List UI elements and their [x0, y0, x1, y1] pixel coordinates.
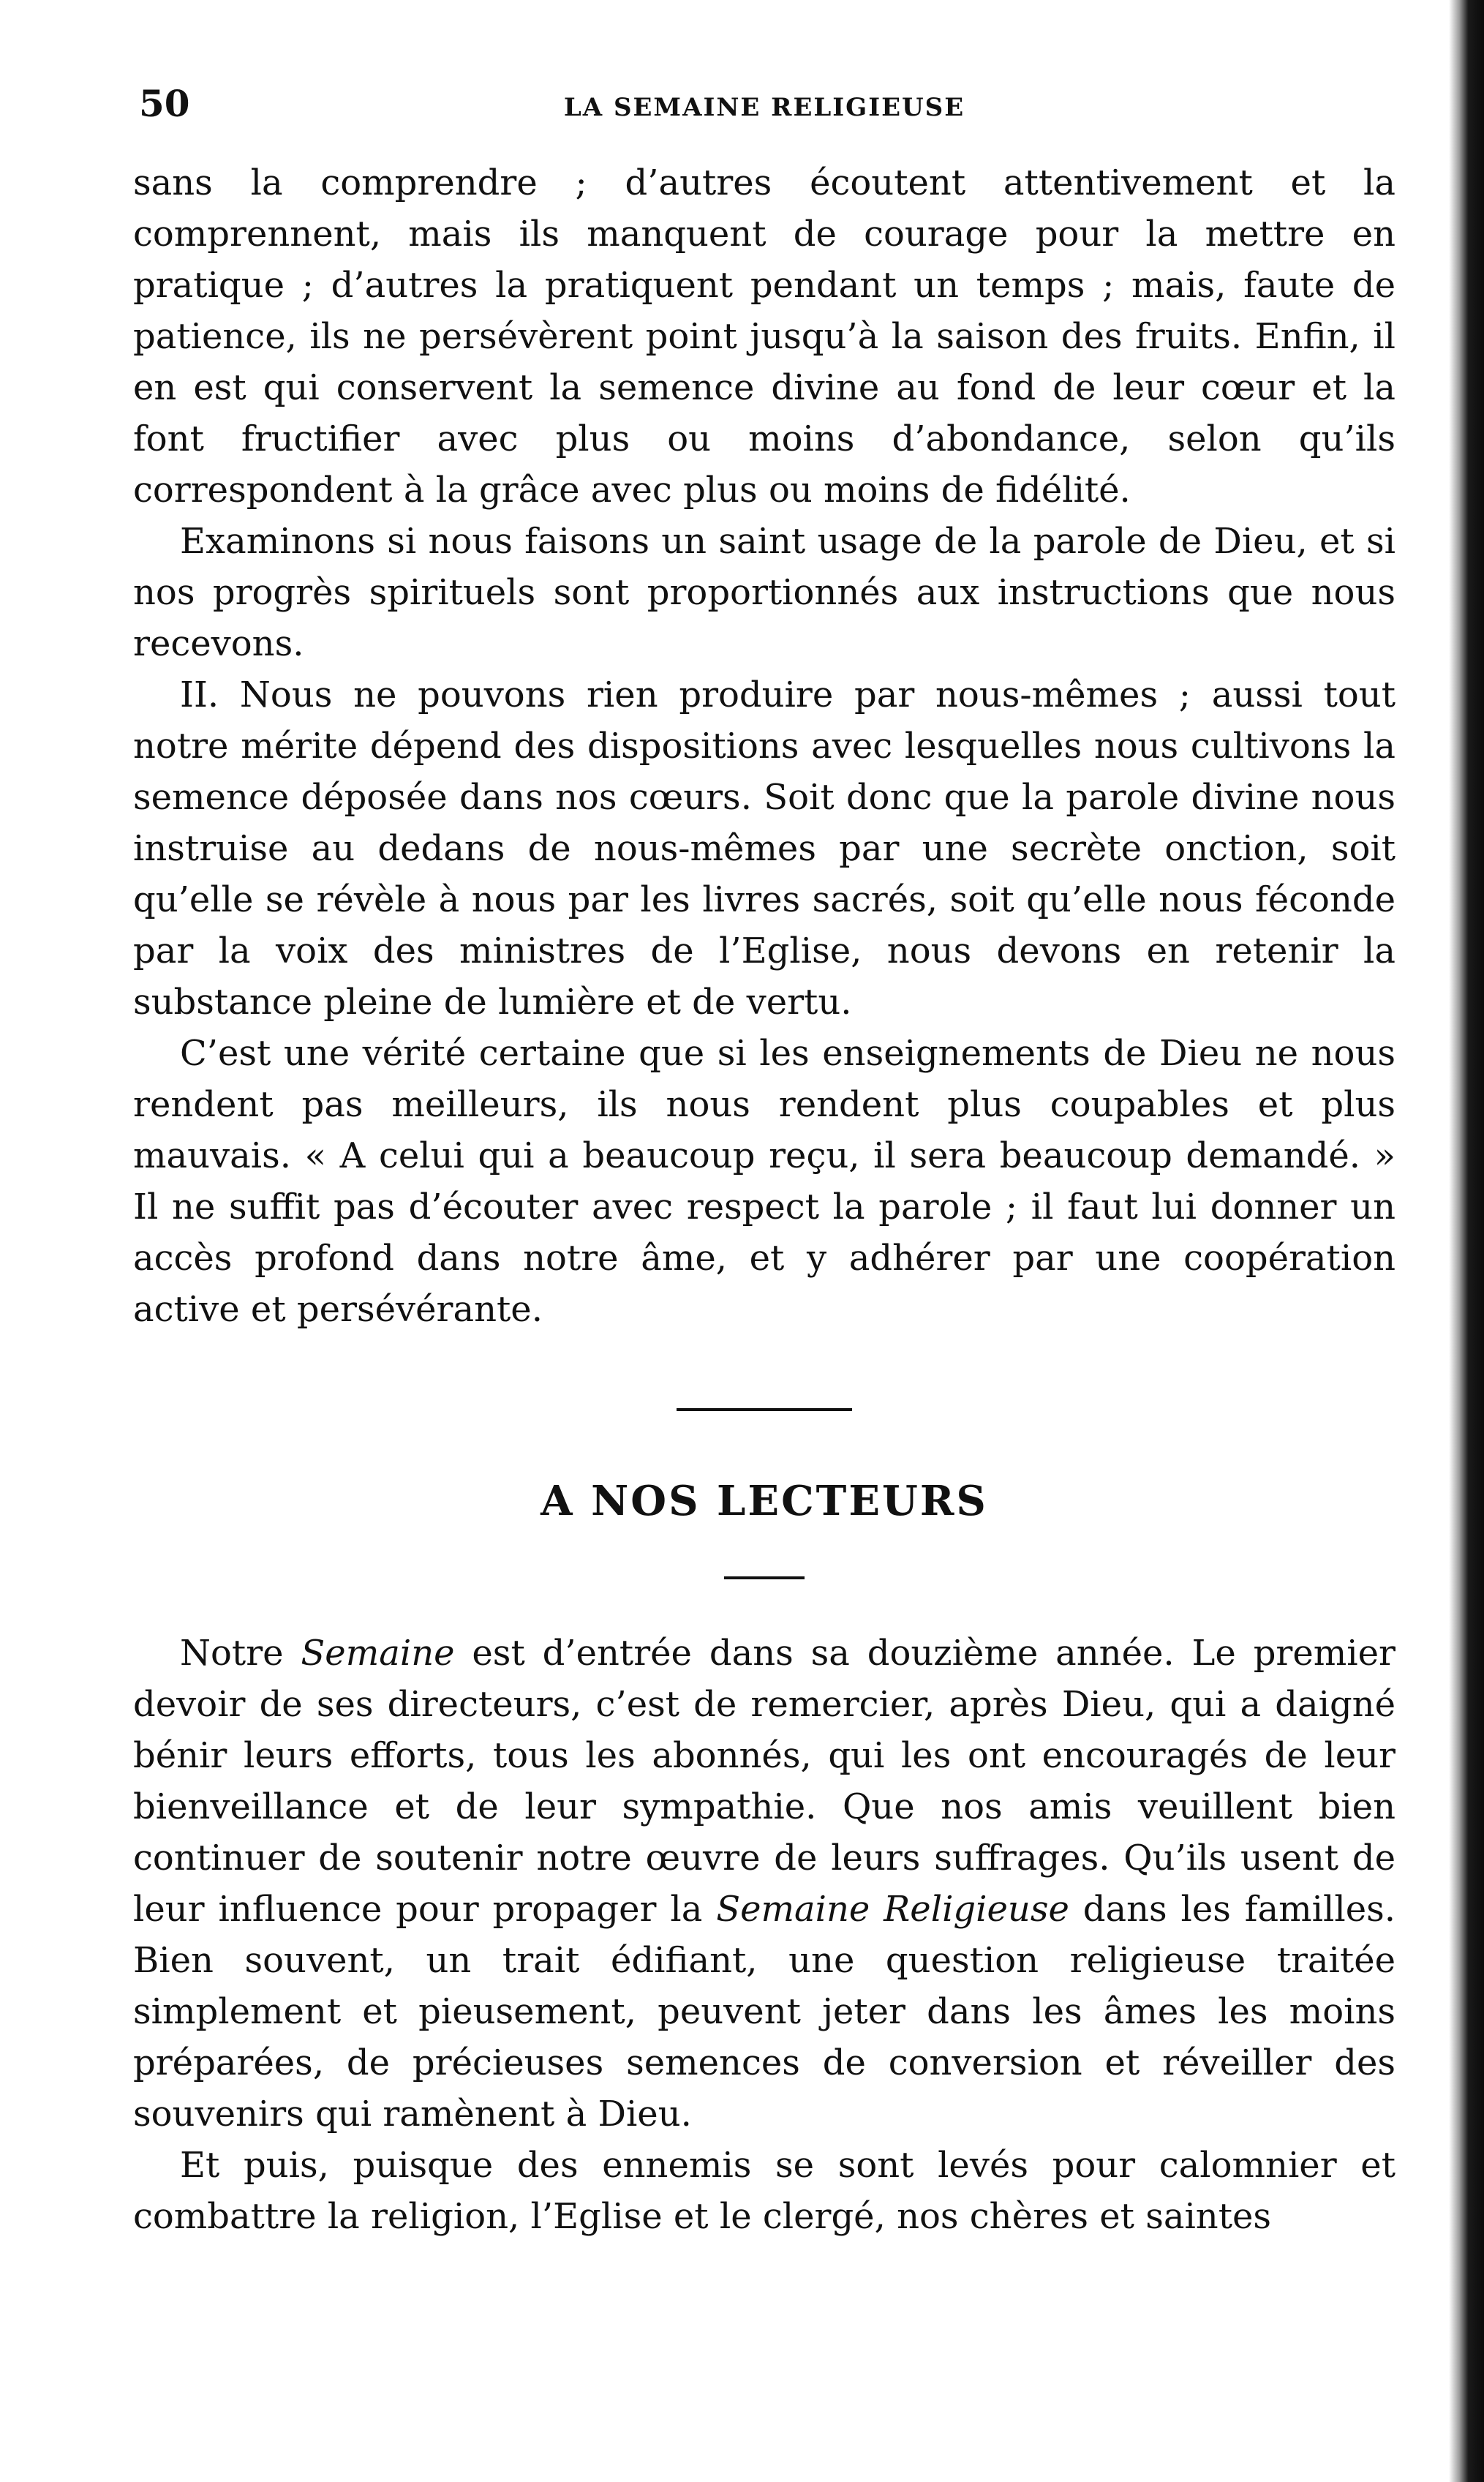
section-title: A NOS LECTEURS: [541, 1477, 988, 1525]
text-run: dans les familles. Bien souvent, un trait édifiant, une question religieuse traitée simplement et pieusement, peuvent jeter dans les âmes les moins préparées, de précieuses semences de conversion et réveiller des souvenirs qui ramènent à Dieu.: [133, 1889, 1396, 2135]
paragraph: Examinons si nous faisons un saint usage de la parole de Dieu, et si nos progrès spirituels sont proportionnés aux instructions que nous recevons.: [133, 521, 1396, 664]
paragraph: II. Nous ne pouvons rien produire par nous-mêmes ; aussi tout notre mérite dépend des dispositions avec lesquelles nous cultivons la semence déposée dans nos cœurs. Soit donc que la parole divine nous instruise au dedans de nous-mêmes par une secrète onction, soit qu’elle se révèle à nous par les livres sacrés, soit qu’elle nous féconde par la voix des ministres de l’Eglise, nous devons en retenir la substance pleine de lumière et de vertu.: [133, 674, 1396, 1023]
page-body: [133, 157, 1396, 2242]
paragraph: sans la comprendre ; d’autres écoutent attentivement et la comprennent, mais ils manquent de courage pour la mettre en pratique ; d’autres la pratiquent pendant un temps ; mais, faute de patience, ils ne persévèrent point jusqu’à la saison des fruits. Enfin, il en est qui conservent la semence divine au fond de leur cœur et la font fructifier avec plus ou moins d’abondance, selon qu’ils correspondent à la grâce avec plus ou moins de fidélité.: [133, 162, 1396, 511]
italic-title: Semaine Religieuse: [716, 1889, 1069, 1930]
paragraph: [133, 1628, 1396, 2140]
title-underline: [724, 1576, 805, 1579]
paragraph: C’est une vérité certaine que si les enseignements de Dieu ne nous rendent pas meilleurs, ils nous rendent plus coupables et plus mauvais. « A celui qui a beaucoup reçu, il sera beaucoup demandé. » Il ne suffit pas d’écouter avec respect la parole ; il faut lui donner un accès profond dans notre âme, et y adhérer par une coopération active et persévérante.: [133, 1033, 1396, 1330]
text-run: est d’entrée dans sa douzième année. Le premier devoir de ses directeurs, c’est de remercier, après Dieu, qui a daigné bénir leurs efforts, tous les abonnés, qui les ont encouragés de leur bienveillance et de leur sympathie. Que nos amis veuillent bien continuer de soutenir notre œuvre de leurs suffrages. Qu’ils usent de leur influence pour propager la: [133, 1633, 1396, 1930]
text-run: Notre: [180, 1633, 301, 1674]
running-title: LA SEMAINE RELIGIEUSE: [563, 93, 965, 122]
section-divider: [677, 1408, 852, 1411]
page-number: 50: [139, 82, 190, 125]
paragraph: Et puis, puisque des ennemis se sont levés pour calomnier et combattre la religion, l’Eglise et le clergé, nos chères et saintes: [133, 2145, 1396, 2237]
scanned-page-edge: [1449, 0, 1484, 2482]
page-header: [132, 82, 1397, 133]
italic-title: Semaine: [301, 1633, 455, 1674]
